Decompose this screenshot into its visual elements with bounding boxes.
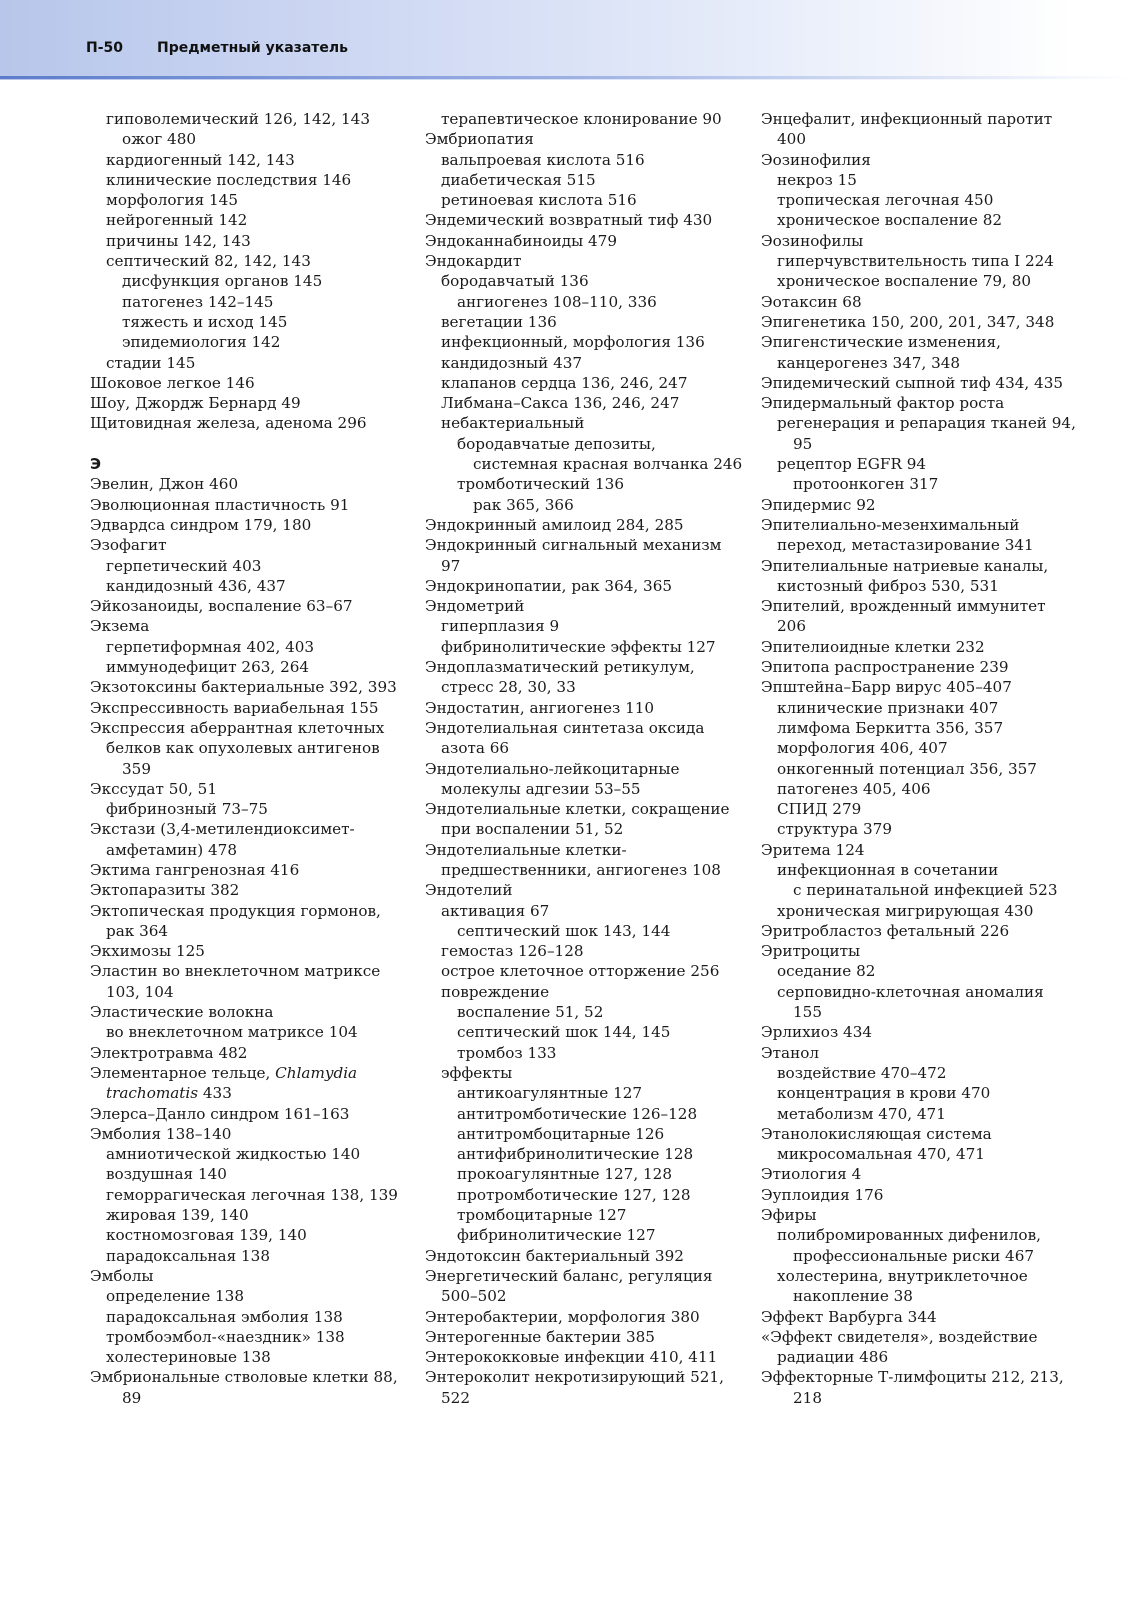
index-entry: Эндемический возвратный тиф 430: [425, 211, 713, 230]
index-entry: Эндотелиальные клетки, сокращение: [425, 800, 730, 819]
index-subentry: структура 379: [777, 820, 892, 839]
index-subentry: стадии 145: [106, 353, 196, 372]
index-subentry: 400: [777, 130, 806, 149]
index-subentry: гиперчувствительность типа I 224: [777, 252, 1054, 271]
index-subentry: переход, метастазирование 341: [777, 536, 1034, 555]
index-subentry: острое клеточное отторжение 256: [441, 962, 720, 981]
index-entry: Эволюционная пластичность 91: [90, 495, 350, 514]
index-column-2: [425, 109, 755, 1408]
index-column-3: [761, 109, 1101, 1408]
index-entry: Шоковое легкое 146: [90, 373, 255, 392]
index-entry: Эластические волокна: [90, 1003, 274, 1022]
index-entry: Этанол: [761, 1043, 819, 1062]
index-subentry: парадоксальная эмболия 138: [106, 1307, 343, 1326]
index-entry: Эндоплазматический ретикулум,: [425, 658, 695, 677]
index-subentry: серповидно-клеточная аномалия: [777, 982, 1044, 1001]
index-subentry: канцерогенез 347, 348: [777, 353, 961, 372]
index-entry: Экспрессия аберрантная клеточных: [90, 718, 385, 737]
index-subentry: причины 142, 143: [106, 231, 251, 250]
index-subentry: 155: [793, 1003, 822, 1022]
index-text: Элементарное тельце,: [90, 1063, 276, 1082]
index-subentry: онкогенный потенциал 356, 357: [777, 759, 1037, 778]
index-subentry: нейрогенный 142: [106, 211, 248, 230]
index-entry: Экспрессивность вариабельная 155: [90, 698, 379, 717]
index-entry: Эуплоидия 176: [761, 1185, 884, 1204]
index-subentry: Либмана–Сакса 136, 246, 247: [441, 394, 680, 413]
index-subentry: с перинатальной инфекцией 523: [793, 881, 1058, 900]
index-entry: Эритробластоз фетальный 226: [761, 921, 1010, 940]
index-entry: Эритема 124: [761, 840, 865, 859]
index-entry: Эктопическая продукция гормонов,: [90, 901, 381, 920]
index-subentry: предшественники, ангиогенез 108: [441, 860, 721, 879]
index-entry: Эпидемический сыпной тиф 434, 435: [761, 373, 1064, 392]
index-entry: Щитовидная железа, аденома 296: [90, 414, 367, 433]
index-subentry: антикоагулянтные 127: [457, 1084, 643, 1103]
index-subentry: радиации 486: [777, 1348, 889, 1367]
index-subentry: антифибринолитические 128: [457, 1145, 694, 1164]
index-subentry: клинические последствия 146: [106, 170, 352, 189]
index-subentry: рак 364: [106, 921, 169, 940]
index-subentry: фибринозный 73–75: [106, 800, 268, 819]
index-subentry: СПИД 279: [777, 800, 862, 819]
index-subentry: амфетамин) 478: [106, 840, 237, 859]
index-entry: Эффекторные Т-лимфоциты 212, 213,: [761, 1368, 1064, 1387]
index-entry: Эмбриопатия: [425, 130, 534, 149]
index-entry: Эндокринный сигнальный механизм: [425, 536, 722, 555]
index-subentry: парадоксальная 138: [106, 1246, 270, 1265]
index-entry: Этанолокисляющая система: [761, 1124, 992, 1143]
index-subentry: морфология 406, 407: [777, 739, 948, 758]
header-rule: [0, 76, 1131, 79]
index-subentry: герпетический 403: [106, 556, 262, 575]
index-subentry: 103, 104: [106, 982, 174, 1001]
index-subentry: метаболизм 470, 471: [777, 1104, 946, 1123]
index-subentry: бородавчатые депозиты,: [457, 434, 656, 453]
index-subentry: воспаление 51, 52: [457, 1003, 604, 1022]
index-subentry: тяжесть и исход 145: [122, 312, 288, 331]
index-subentry: рак 365, 366: [473, 495, 574, 514]
index-subentry: септический шок 144, 145: [457, 1023, 671, 1042]
index-entry: Эластин во внеклеточном матриксе: [90, 962, 381, 981]
index-entry: Элерса–Данло синдром 161–163: [90, 1104, 350, 1123]
index-subentry: воздействие 470–472: [777, 1063, 947, 1082]
index-entry: Экзема: [90, 617, 150, 636]
index-subentry: полибромированных дифенилов,: [777, 1226, 1041, 1245]
index-subentry: лимфома Беркитта 356, 357: [777, 718, 1004, 737]
index-subentry: вегетации 136: [441, 312, 557, 331]
index-subentry: тромботический 136: [457, 475, 624, 494]
index-entry: Эдвардса синдром 179, 180: [90, 515, 312, 534]
index-entry: Эвелин, Джон 460: [90, 475, 239, 494]
index-entry: Эндометрий: [425, 597, 525, 616]
index-entry: Эпштейна–Барр вирус 405–407: [761, 678, 1012, 697]
index-entry: [90, 1063, 420, 1083]
index-subentry: инфекционная в сочетании: [777, 860, 999, 879]
index-subentry: протоонкоген 317: [793, 475, 939, 494]
index-text: 433: [198, 1084, 232, 1103]
index-italic-term: Chlamydia: [275, 1063, 358, 1082]
index-subentry: азота 66: [441, 739, 510, 758]
index-subentry: тромбоэмбол-«наездник» 138: [106, 1327, 345, 1346]
index-entry: Эндотоксин бактериальный 392: [425, 1246, 684, 1265]
index-subentry: концентрация в крови 470: [777, 1084, 991, 1103]
index-subentry: 522: [441, 1388, 470, 1407]
index-entry: Эндокринный амилоид 284, 285: [425, 515, 684, 534]
index-subentry: морфология 145: [106, 191, 238, 210]
index-subentry: оседание 82: [777, 962, 876, 981]
index-subentry: кардиогенный 142, 143: [106, 150, 295, 169]
index-subentry: накопление 38: [793, 1287, 913, 1306]
index-entry: Эрлихиоз 434: [761, 1023, 873, 1042]
index-subentry: патогенез 405, 406: [777, 779, 931, 798]
index-subentry: иммунодефицит 263, 264: [106, 658, 310, 677]
index-entry: Эзофагит: [90, 536, 167, 555]
index-subentry: рецептор EGFR 94: [777, 455, 927, 474]
index-entry: Эндокринопатии, рак 364, 365: [425, 576, 673, 595]
index-subentry: гиповолемический 126, 142, 143: [106, 110, 370, 128]
index-subentry: регенерация и репарация тканей 94,: [777, 414, 1076, 433]
index-subentry: протромботические 127, 128: [457, 1185, 691, 1204]
index-subentry: антитромботические 126–128: [457, 1104, 698, 1123]
index-subentry: инфекционный, морфология 136: [441, 333, 705, 352]
index-subentry: холестерина, внутриклеточное: [777, 1266, 1028, 1285]
index-entry: Эфиры: [761, 1206, 817, 1225]
index-subentry: гиперплазия 9: [441, 617, 560, 636]
index-entry: Электротравма 482: [90, 1043, 248, 1062]
index-entry: Эпидермальный фактор роста: [761, 394, 1005, 413]
index-entry: «Эффект свидетеля», воздействие: [761, 1327, 1038, 1346]
index-subentry: септический 82, 142, 143: [106, 252, 311, 271]
index-subentry: небактериальный: [441, 414, 585, 433]
index-entry: Эозинофилы: [761, 231, 864, 250]
index-subentry: холестериновые 138: [106, 1348, 271, 1367]
index-subentry: ожог 480: [122, 130, 197, 149]
index-entry: Экзотоксины бактериальные 392, 393: [90, 678, 397, 697]
index-subentry: некроз 15: [777, 170, 857, 189]
index-entry: Эотаксин 68: [761, 292, 862, 311]
index-subentry: терапевтическое клонирование 90: [441, 110, 722, 128]
index-subentry: микросомальная 470, 471: [777, 1145, 985, 1164]
index-gap: [90, 434, 420, 454]
index-subentry: 97: [441, 556, 461, 575]
index-subentry: бородавчатый 136: [441, 272, 589, 291]
index-subentry: дисфункция органов 145: [122, 272, 323, 291]
index-subentry: вальпроевая кислота 516: [441, 150, 645, 169]
index-entry: Эмбриональные стволовые клетки 88,: [90, 1368, 398, 1387]
index-entry: Шоу, Джордж Бернард 49: [90, 394, 301, 413]
index-subentry: прокоагулянтные 127, 128: [457, 1165, 672, 1184]
index-entry: Эндотелиальная синтетаза оксида: [425, 718, 705, 737]
index-subentry: ретиноевая кислота 516: [441, 191, 637, 210]
index-subentry: стресс 28, 30, 33: [441, 678, 576, 697]
index-subentry: клапанов сердца 136, 246, 247: [441, 373, 688, 392]
index-subentry: антитромбоцитарные 126: [457, 1124, 665, 1143]
index-entry: Экссудат 50, 51: [90, 779, 218, 798]
index-subentry: хроническое воспаление 82: [777, 211, 1003, 230]
index-subentry: жировая 139, 140: [106, 1206, 249, 1225]
index-entry: Эндостатин, ангиогенез 110: [425, 698, 655, 717]
index-entry: Энтерококковые инфекции 410, 411: [425, 1348, 718, 1367]
index-subentry: хроническая мигрирующая 430: [777, 901, 1034, 920]
page-number: П-50: [86, 40, 124, 56]
index-subentry: белков как опухолевых антигенов: [106, 739, 380, 758]
index-entry: Эпителиально-мезенхимальный: [761, 515, 1020, 534]
index-subentry: ангиогенез 108–110, 336: [457, 292, 657, 311]
index-subentry: молекулы адгезии 53–55: [441, 779, 641, 798]
index-subentry: [90, 1083, 420, 1103]
index-entry: Эктопаразиты 382: [90, 881, 240, 900]
index-subentry: герпетиформная 402, 403: [106, 637, 315, 656]
index-entry: Эпителий, врожденный иммунитет: [761, 597, 1046, 616]
index-subentry: септический шок 143, 144: [457, 921, 671, 940]
index-subentry: кандидозный 437: [441, 353, 583, 372]
index-entry: Эпителиоидные клетки 232: [761, 637, 985, 656]
index-subentry: определение 138: [106, 1287, 245, 1306]
index-subentry: профессиональные риски 467: [793, 1246, 1035, 1265]
index-subentry: 359: [122, 759, 151, 778]
index-entry: Эндокардит: [425, 252, 522, 271]
index-subentry: тромбоз 133: [457, 1043, 557, 1062]
index-entry: Эозинофилия: [761, 150, 871, 169]
index-entry: Экстази (3,4-метилендиоксимет-: [90, 820, 355, 839]
index-entry: Эндоканнабиноиды 479: [425, 231, 617, 250]
index-subentry: 218: [793, 1388, 822, 1407]
index-entry: Энтерогенные бактерии 385: [425, 1327, 655, 1346]
index-entry: Этиология 4: [761, 1165, 862, 1184]
index-subentry: фибринолитические эффекты 127: [441, 637, 716, 656]
index-entry: Эпигенетика 150, 200, 201, 347, 348: [761, 312, 1055, 331]
index-subentry: системная красная волчанка 246: [473, 455, 743, 474]
index-entry: Энергетический баланс, регуляция: [425, 1266, 713, 1285]
index-subentry: кистозный фиброз 530, 531: [777, 576, 999, 595]
index-entry: Эктима гангренозная 416: [90, 860, 300, 879]
index-subentry: при воспалении 51, 52: [441, 820, 624, 839]
index-subentry: 95: [793, 434, 813, 453]
index-subentry: активация 67: [441, 901, 550, 920]
index-entry: Энтеробактерии, морфология 380: [425, 1307, 700, 1326]
index-entry: Эритроциты: [761, 942, 861, 961]
index-entry: Энцефалит, инфекционный паротит: [761, 110, 1053, 128]
index-subentry: повреждение: [441, 982, 550, 1001]
index-entry: Экхимозы 125: [90, 942, 205, 961]
index-entry: Эмболы: [90, 1266, 154, 1285]
index-subentry: тропическая легочная 450: [777, 191, 994, 210]
index-entry: Эпитопа распространение 239: [761, 658, 1009, 677]
index-entry: Эффект Варбурга 344: [761, 1307, 937, 1326]
index-subentry: 500–502: [441, 1287, 507, 1306]
index-entry: Эндотелий: [425, 881, 513, 900]
index-subentry: 206: [777, 617, 806, 636]
index-entry: Энтероколит некротизирующий 521,: [425, 1368, 724, 1387]
index-entry: Эпителиальные натриевые каналы,: [761, 556, 1049, 575]
index-subentry: кандидозный 436, 437: [106, 576, 286, 595]
index-subentry: эффекты: [441, 1063, 513, 1082]
index-subentry: эпидемиология 142: [122, 333, 281, 352]
index-column-1: [90, 109, 420, 1408]
index-subentry: патогенез 142–145: [122, 292, 274, 311]
index-subentry: 89: [122, 1388, 142, 1407]
index-subentry: во внеклеточном матриксе 104: [106, 1023, 358, 1042]
index-subentry: диабетическая 515: [441, 170, 596, 189]
section-title: Предметный указатель: [157, 40, 348, 56]
index-subentry: геморрагическая легочная 138, 139: [106, 1185, 398, 1204]
index-entry: Эпигенстические изменения,: [761, 333, 1001, 352]
index-entry: Эйкозаноиды, воспаление 63–67: [90, 597, 353, 616]
index-subentry: клинические признаки 407: [777, 698, 999, 717]
index-entry: Эмболия 138–140: [90, 1124, 232, 1143]
index-italic-term: trachomatis: [106, 1084, 199, 1103]
index-subentry: воздушная 140: [106, 1165, 227, 1184]
index-entry: Эндотелиально-лейкоцитарные: [425, 759, 680, 778]
index-letter-heading: Э: [90, 455, 102, 474]
index-subentry: тромбоцитарные 127: [457, 1206, 627, 1225]
index-subentry: гемостаз 126–128: [441, 942, 584, 961]
index-subentry: хроническое воспаление 79, 80: [777, 272, 1032, 291]
index-subentry: фибринолитические 127: [457, 1226, 656, 1245]
index-subentry: костномозговая 139, 140: [106, 1226, 307, 1245]
index-subentry: амниотической жидкостью 140: [106, 1145, 361, 1164]
index-entry: Эпидермис 92: [761, 495, 876, 514]
index-entry: Эндотелиальные клетки-: [425, 840, 627, 859]
